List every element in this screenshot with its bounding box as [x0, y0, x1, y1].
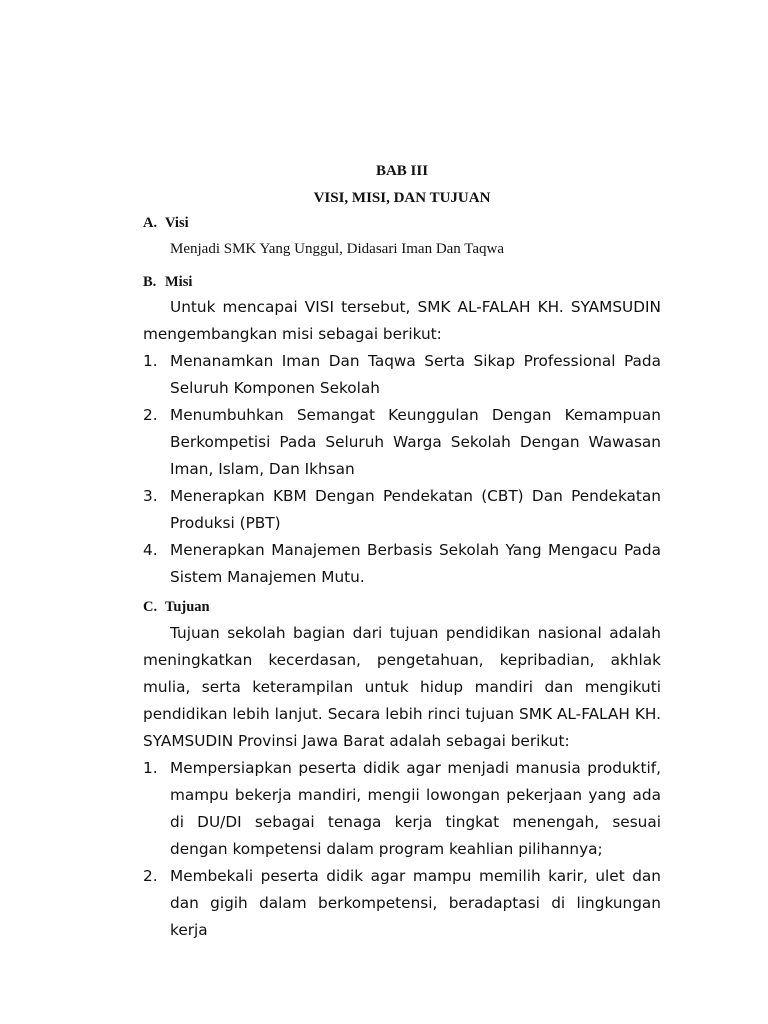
- visi-statement: Menjadi SMK Yang Unggul, Didasari Iman Dan Taqwa: [170, 241, 505, 257]
- list-number: 1.: [143, 759, 158, 777]
- list-item: [143, 348, 661, 402]
- misi-intro: Untuk mencapai VISI tersebut, SMK AL-FALAH KH. SYAMSUDIN mengembangkan misi sebagai berikut:: [143, 298, 661, 343]
- list-text: Menerapkan KBM Dengan Pendekatan (CBT) Dan Pendekatan Produksi (PBT): [170, 487, 661, 532]
- section-heading-misi: [143, 272, 661, 292]
- document-page: [143, 160, 661, 944]
- section-heading-tujuan: [143, 597, 661, 617]
- misi-list: [143, 348, 661, 591]
- chapter-number: BAB III: [375, 163, 429, 179]
- list-number: 2.: [143, 406, 158, 424]
- section-title: Visi: [165, 215, 189, 231]
- list-item: [143, 537, 661, 591]
- list-number: 3.: [143, 487, 158, 505]
- section-label: C.: [143, 599, 158, 615]
- list-number: 4.: [143, 541, 158, 559]
- list-text: Menumbuhkan Semangat Keunggulan Dengan Kemampuan Berkompetisi Pada Seluruh Warga Sekolah Dengan Wawasan Iman, Islam, Dan Ikhsan: [170, 406, 661, 478]
- section-label: A.: [143, 215, 158, 231]
- list-text: Menerapkan Manajemen Berbasis Sekolah Yang Mengacu Pada Sistem Manajemen Mutu.: [170, 541, 661, 586]
- list-text: Membekali peserta didik agar mampu memilih karir, ulet dan dan gigih dalam berkompetensi, beradaptasi di lingkungan kerja: [170, 867, 661, 939]
- list-item: [143, 402, 661, 483]
- list-number: 2.: [143, 867, 158, 885]
- tujuan-intro: Tujuan sekolah bagian dari tujuan pendidikan nasional adalah meningkatkan kecerdasan, pengetahuan, kepribadian, akhlak mulia, serta keterampilan untuk hidup mandiri dan mengikuti pendidikan lebih lanjut. Secara lebih rinci tujuan SMK AL-FALAH KH. SYAMSUDIN Provinsi Jawa Barat adalah sebagai berikut:: [143, 624, 661, 750]
- list-item: [143, 483, 661, 537]
- list-item: [143, 755, 661, 863]
- section-title: Misi: [165, 274, 193, 290]
- section-label: B.: [143, 274, 157, 290]
- section-heading-visi: [143, 213, 661, 233]
- tujuan-list: [143, 755, 661, 944]
- list-item: [143, 863, 661, 944]
- list-text: Mempersiapkan peserta didik agar menjadi manusia produktif, mampu bekerja mandiri, mengii lowongan pekerjaan yang ada di DU/DI sebagai tenaga kerja tingkat menengah, sesuai dengan kompetensi dalam program keahlian pilihannya;: [170, 759, 661, 858]
- list-text: Menanamkan Iman Dan Taqwa Serta Sikap Professional Pada Seluruh Komponen Sekolah: [170, 352, 661, 397]
- list-number: 1.: [143, 352, 158, 370]
- section-title: Tujuan: [165, 599, 210, 615]
- chapter-title: VISI, MISI, DAN TUJUAN: [313, 190, 491, 206]
